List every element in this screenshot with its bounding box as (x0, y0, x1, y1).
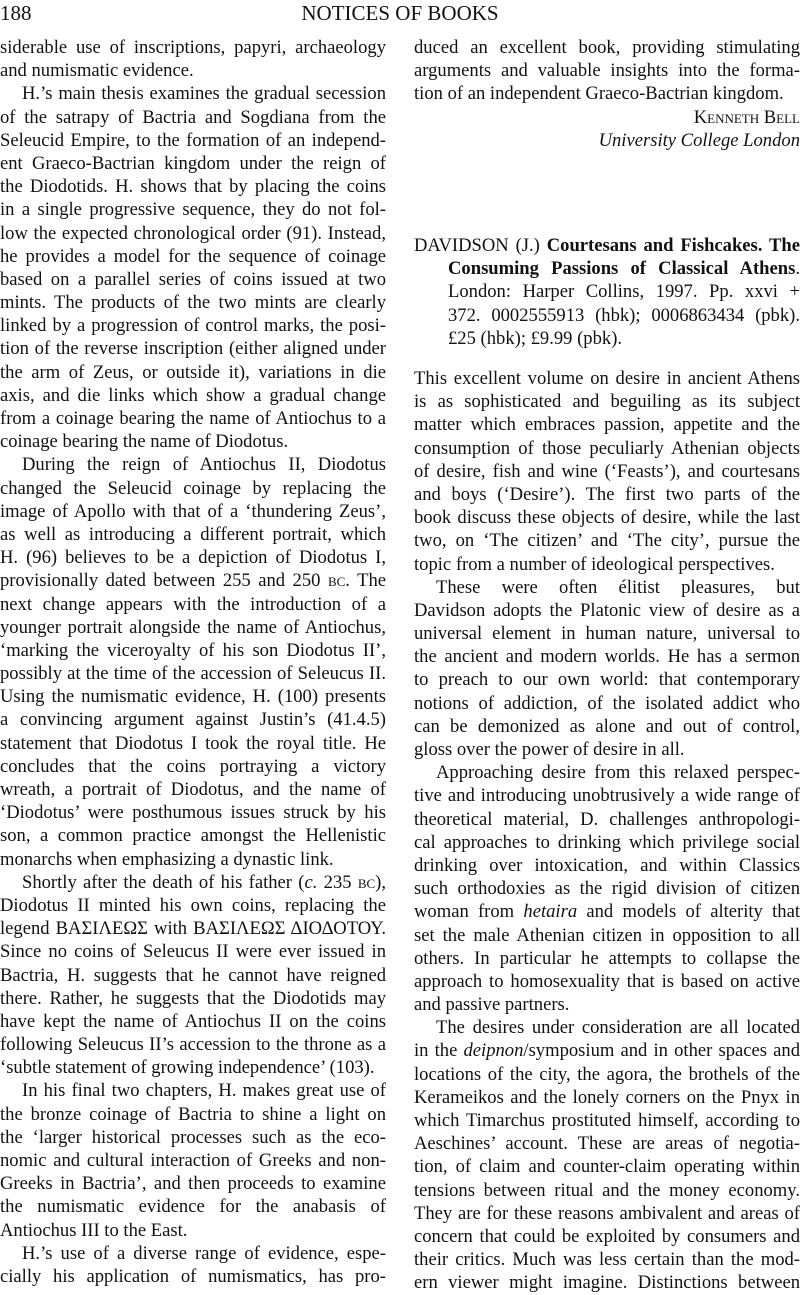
text-line: low the expected chronological order (91). Instead, (0, 222, 386, 244)
text-segment: /symposium and in other spaces and (523, 1040, 800, 1062)
text-line: These were often élitist pleasures, but (436, 576, 800, 598)
text-line: During the reign of Antiochus II, Diodotus (22, 454, 386, 476)
italic-text: deipnon (463, 1040, 524, 1062)
text-segment: woman from (414, 901, 524, 923)
review-body (414, 367, 800, 1295)
text-line: Diodotus II minted his own coins, replacing the (0, 894, 386, 916)
running-head: NOTICES OF BOOKS (301, 1, 499, 25)
text-line (0, 569, 386, 592)
text-line: and numismatic evidence. (0, 60, 194, 82)
text-line: gloss over the power of desire in all. (414, 739, 685, 760)
text-line: in a single progressive sequence, they do not fol- (0, 199, 386, 221)
left-column (0, 36, 386, 1288)
text-line: topic from a number of ideological perspectives. (414, 553, 775, 575)
text-line (0, 871, 386, 894)
text-line: can be demonized as alone and out of control, (414, 715, 800, 737)
text-line: coinage bearing the name of Diodotus. (0, 431, 289, 453)
text-line (414, 1039, 800, 1062)
text-line: the arm of Zeus, or outside it), variations in die (0, 361, 386, 383)
text-line: nomic and cultural interaction of Greeks and non- (0, 1150, 386, 1171)
text-line: he provides a model for the sequence of coinage (0, 245, 386, 267)
text-segment: . (795, 258, 800, 280)
text-line: Antiochus III to the East. (0, 1219, 188, 1241)
text-line: H.’s main thesis examines the gradual secession (22, 83, 386, 105)
text-line: cal approaches to drinking which privilege social (414, 831, 800, 853)
text-segment: DAVIDSON (J.) (414, 235, 547, 256)
text-line: ‘Diodotus’ were posthumous issues struck by his (0, 802, 386, 824)
text-line: Aeschines’ account. These are areas of negotia- (414, 1133, 800, 1155)
text-line: Approaching desire from this relaxed perspec- (436, 762, 800, 784)
text-line: siderable use of inscriptions, papyri, archaeology (0, 37, 386, 58)
text-line: two, on ‘The citizen’ and ‘The city’, pursue the (414, 530, 800, 552)
bold-text: Consuming Passions of Classical Athens (448, 258, 796, 280)
text-line (448, 257, 800, 280)
text-line: monarchs when emphasizing a dynastic link. (0, 848, 334, 870)
text-line: They are for these reasons ambivalent and areas of (414, 1202, 800, 1224)
text-line: set the male Athenian citizen in opposition to all (414, 924, 800, 946)
text-line: next change appears with the introduction of a (0, 593, 386, 615)
text-line: the ‘larger historical processes such as the eco- (0, 1126, 386, 1148)
text-segment: Shortly after the death of his father ( (22, 871, 305, 893)
text-line: 372. 0002555913 (hbk); 0006863434 (pbk). (448, 304, 800, 326)
italic-text: c. (304, 871, 318, 893)
text-line: the numismatic evidence for the anabasis of (0, 1196, 386, 1218)
text-line: drinking over intoxication, and within Classics (414, 854, 800, 876)
text-line: as well as introducing a different portrait, which (0, 523, 386, 545)
text-line: there. Rather, he suggests that the Diodotids may (0, 987, 386, 1009)
text-line: axis, and die links which show a gradual change (0, 384, 386, 406)
text-line: tive and introducing unobtrusively a wide range of (414, 785, 800, 807)
text-line: Bactria, H. suggests that he cannot have reigned (0, 964, 386, 986)
text-line: Greeks in Bactria’, and then proceeds to examine (0, 1173, 386, 1195)
text-line: book discuss these objects of desire, while the last (414, 507, 800, 529)
text-line: duced an excellent book, providing stimulating (414, 37, 800, 58)
text-line: ent Graeco-Bactrian kingdom under the reign of (0, 152, 386, 174)
text-line: In his final two chapters, H. makes great use of (22, 1080, 386, 1102)
text-line: others. In particular he attempts to collapse the (414, 947, 800, 969)
italic-text: hetaira (523, 901, 578, 923)
text-segment: and models of alterity that (577, 901, 800, 923)
text-line: ern viewer might imagine. Distinctions between (414, 1272, 800, 1294)
text-line: tion of an independent Graeco-Bactrian kingdom. (414, 83, 784, 105)
text-line: Using the numismatic evidence, H. (100) presents (0, 686, 386, 708)
text-line: of desire, fish and wine (‘Feasts’), and courtesans (414, 460, 800, 482)
text-line: H. (96) believes to be a depiction of Diodotus I, (0, 547, 386, 569)
text-line: the ancient and modern worlds. He has a sermon (414, 646, 800, 668)
text-line: tion, of claim and counter-claim operating within (414, 1156, 800, 1178)
text-segment: . The (345, 570, 386, 592)
text-line: arguments and valuable insights into the forma- (414, 60, 800, 82)
small-caps-text: bc (327, 570, 346, 592)
text-line: which Timarchus prostituted himself, according to (414, 1110, 800, 1131)
text-line: tensions between ritual and the money economy. (414, 1179, 800, 1201)
text-line: legend ΒΑΣΙΛΕΩΣ with ΒΑΣΙΛΕΩΣ ΔΙΟΔΟΤΟΥ. (0, 918, 386, 940)
reviewer-name: Kenneth Bell (693, 106, 800, 128)
text-line: This excellent volume on desire in ancient Athens (414, 368, 800, 389)
text-line: statement that Diodotus I took the royal title. He (0, 732, 386, 754)
previous-review-ending (414, 36, 800, 106)
text-line: the bronze coinage of Bactria to shine a light on (0, 1103, 386, 1125)
text-line: such orthodoxies as the rigid division of citizen (414, 878, 800, 900)
right-column (414, 36, 800, 152)
text-line: the Diodotids. H. shows that by placing the coins (0, 176, 386, 198)
text-line: £25 (hbk); £9.99 (pbk). (448, 327, 623, 349)
text-segment: 235 (317, 871, 358, 893)
text-line: linked by a progression of control marks, the posi- (0, 315, 386, 337)
text-line: and passive partners. (414, 994, 570, 1016)
text-line: concludes that the coins portraying a victory (0, 755, 386, 777)
text-line: Since no coins of Seleucus II were ever issued in (0, 941, 386, 963)
text-line: have kept the name of Antiochus II on the coins (0, 1010, 386, 1032)
text-line: based on a parallel series of coins issued at two (0, 268, 386, 290)
text-line: consumption of those peculiarly Athenian objects (414, 437, 800, 459)
text-line: matter which embraces passion, appetite and the (414, 414, 800, 436)
text-line: notions of addiction, of the isolated addict who (414, 692, 800, 714)
text-line: their critics. Much was less certain than the mod- (414, 1249, 800, 1271)
text-line: image of Apollo with that of a ‘thundering Zeus’, (0, 500, 386, 522)
text-segment: ), (375, 871, 387, 893)
text-line: universal element in human nature, universal to (414, 623, 800, 645)
text-line: locations of the city, the agora, the brothels of the (414, 1063, 800, 1085)
text-line: to preach to our own world: that contemporary (414, 669, 800, 691)
page-number: 188 (0, 1, 32, 25)
book-citation (414, 234, 800, 350)
text-line: mints. The products of the two mints are clearly (0, 292, 386, 314)
bold-text: Courtesans and Fishcakes. The (546, 235, 800, 256)
text-line: following Seleucus II’s accession to the throne as a (0, 1034, 386, 1056)
text-line: concern that could be exploited by consumers and (414, 1225, 800, 1247)
text-line: London: Harper Collins, 1997. Pp. xxvi + (448, 281, 800, 303)
text-line: cially his application of numismatics, has pro- (0, 1265, 386, 1287)
text-line: and boys (‘Desire’). The first two parts of the (414, 483, 800, 505)
text-line: The desires under consideration are all located (436, 1017, 800, 1039)
text-line: tion of the reverse inscription (either aligned under (0, 338, 386, 360)
small-caps-text: bc (357, 871, 376, 893)
text-segment: in the (414, 1040, 464, 1062)
text-line: theoretical material, D. challenges anthropologi- (414, 808, 800, 830)
reviewer-affiliation: University College London (598, 129, 800, 151)
text-line: possibly at the time of the accession of Seleucus II. (0, 663, 386, 685)
text-line: H.’s use of a diverse range of evidence, espe- (22, 1242, 386, 1264)
text-line: ‘marking the viceroyalty of his son Diodotus II’, (0, 639, 386, 661)
text-line: Seleucid Empire, to the formation of an independ- (0, 129, 386, 151)
text-line (414, 234, 800, 257)
text-line: is as sophisticated and beguiling as its subject (414, 391, 800, 413)
text-line: of the satrapy of Bactria and Sogdiana from the (0, 106, 386, 128)
text-line: a convincing argument against Justin’s (41.4.5) (0, 709, 386, 731)
text-line: changed the Seleucid coinage by replacing the (0, 477, 386, 499)
text-line: wreath, a portrait of Diodotus, and the name of (0, 779, 386, 800)
text-line (414, 900, 800, 923)
text-line: younger portrait alongside the name of Antiochus, (0, 616, 386, 638)
text-line: Davidson adopts the Platonic view of desire as a (414, 599, 800, 621)
text-segment: provisionally dated between 255 and 250 (0, 570, 328, 592)
text-line: approach to homosexuality that is based on active (414, 970, 800, 992)
text-line: Kerameikos and the lonely corners on the Pnyx in (414, 1086, 800, 1108)
text-line: ‘subtle statement of growing independence’ (103). (0, 1057, 375, 1079)
text-line: son, a common practice amongst the Hellenistic (0, 825, 386, 847)
text-line: from a coinage bearing the name of Antiochus to a (0, 408, 386, 429)
